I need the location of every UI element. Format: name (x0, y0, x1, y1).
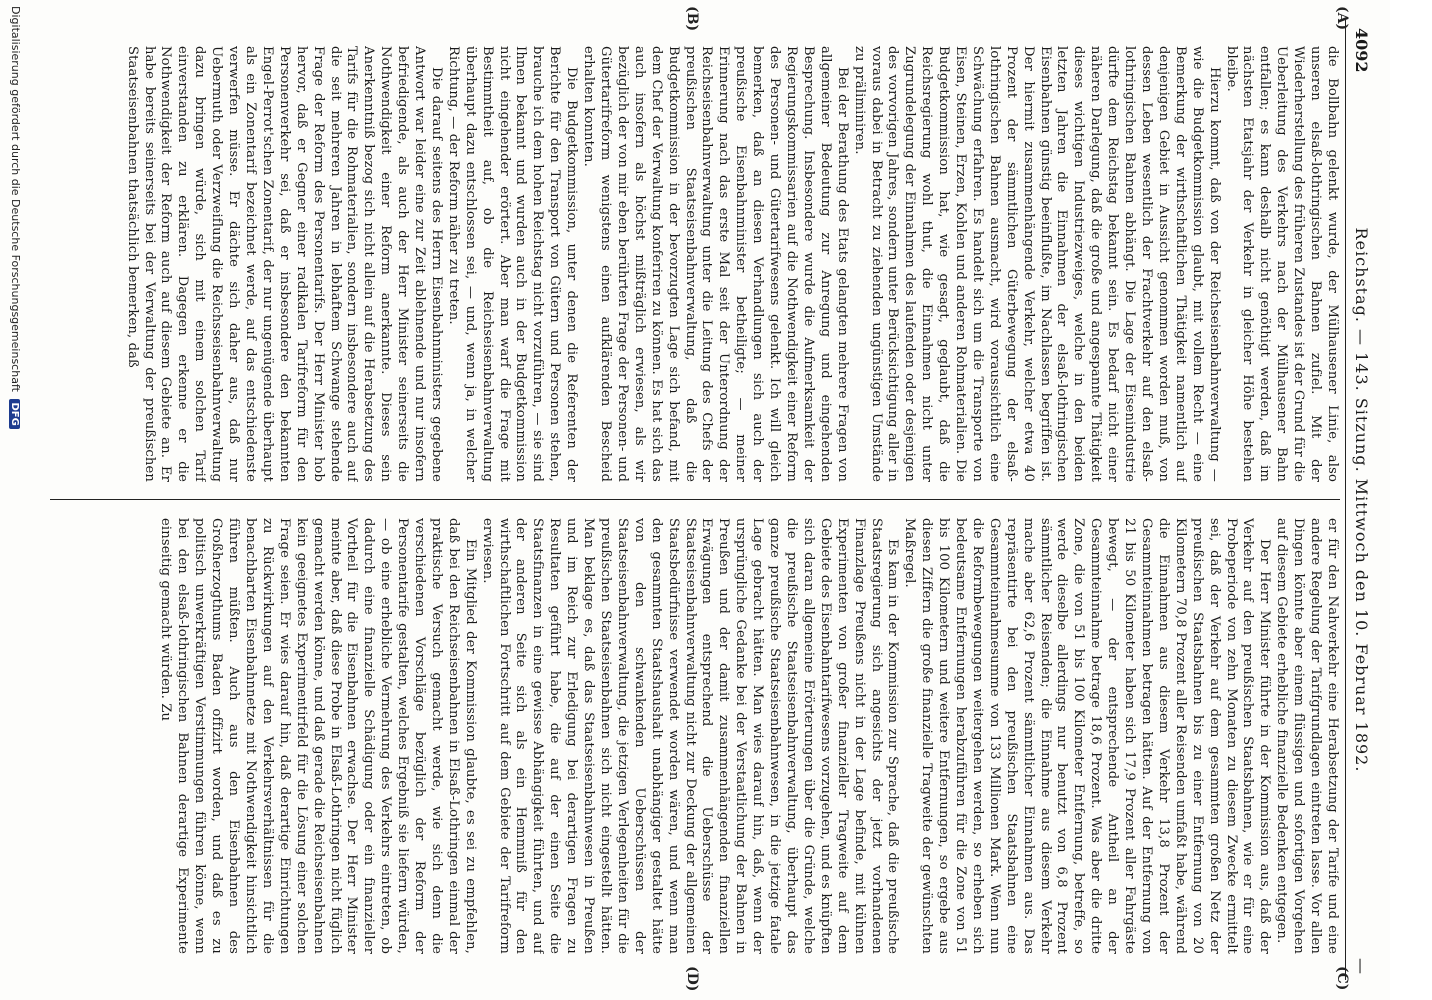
margin-mark-b: (B) (684, 6, 700, 32)
right-text-column (40, 518, 1340, 954)
header-dash: — (1352, 958, 1371, 974)
dfg-logo: DFG (9, 399, 20, 428)
left-text-column (40, 46, 1340, 482)
digitization-credit (9, 0, 22, 1000)
paragraph: Hierzu kommt, daß von der Reichseisenbahnverwaltung — wie die Budgetkommission glaubt, mit vollem Recht — eine Bemerkung der wirthschaftlichen Thätigkeit namentlich auf denjenigen Gebiet in Aussicht genommen worden muß, von dessen Leben wesentlich der Frachtverkehr auf den elsaß-lothringischen Bahnen abhängt. Die Lage der Eisenindustrie dürfte dem Reichstag bekannt sein. Es bedarf nicht einer näheren Darlegung, daß die große und angespannte Thätigkeit dieses wichtigen Industriezweiges, welche in den beiden letzten Jahren die Einnahmen der elsaß-lothringischen Eisenbahnen günstig beeinflußte, im Nachlassen begriffen ist. Der hiermit zusammenhängende Verkehr, welcher etwa 40 Prozent der sämmtlichen Güterbewegung der elsaß-lothringischen Bahnen ausmacht, wird voraussichtlich eine Schwächung erfahren. Es handelt sich um die Transporte von Eisen, Steinen, Erzen, Kohlen und anderen Rohmaterialien. Die Budgetkommission hat, wie gesagt, geglaubt, daß die Reichsregierung wohl thut, die Einnahmen nicht unter Zugrundelegung der Einnahmen des laufenden oder desjenigen des vorvorigen Jahres, sondern unter Berücksichtigung aller in voraus dabei in Betracht zu ziehenden ungünstigen Umstände zu präliminiren. (851, 46, 1222, 482)
column-divider (50, 499, 1340, 500)
paragraph: Die Budgetkommission, unter denen die Referenten der Berichte für den Transport von Gütern und Personen stehen, brauche ich dem hohen Reichstag nicht vorzuführen, — sie sind Ihnen bekannt und wurden auch in der Budgetkommission nicht eingehender erörtert. Aber man warf die Frage mit Bestimmtheit auf, ob die Reichseisenbahnverwaltung überhaupt dazu entschlossen sei, — und, wenn ja, in welcher Richtung, — der Reform näher zu treten. (445, 46, 580, 482)
page-header (1345, 20, 1376, 980)
margin-mark-d: (D) (684, 966, 700, 992)
paragraph: Die darauf seitens des Herrn Eisenbahnministers gegebene Antwort war leider eine zur Zeit ablehnende und nur insofern befriedigende, als auch der Herr Minister seinerseits die Nothwendigkeit einer Reform anerkannte. Dieses sein Anerkenntniß bezog sich nicht allein auf die Herabsetzung des Tarifs für die Rohmaterialien, sondern insbesondere auch auf die seit mehreren Jahren in lebhaftem Schwange stehende Frage der Reform des Personentarifs. Der Herr Minister hob hervor, daß er Gegner einer radikalen Tarifreform für den Personenverkehr sei, daß er insbesondere den bekannten Engel-Perrot'schen Zonentarif, der nur ungenügende überhaupt als ein Zonentarif bezeichnet werde, auf das entschiedenste verwerfen müsse. Er dächte sich daher aus, daß nur Uebermuth oder Verzweiflung die Reichsseisenbahnverwaltung dazu bringen würde, sich mit einem solchen Tarif einverstanden zu erklären. Dagegen erkenne er die Nothwendigkeit der Reform auch auf diesem Gebiete an. Er habe bereits seinerseits bei der Verwaltung der preußischen Staatseisenbahnen thatsächlich bemerken, daß (124, 46, 444, 482)
page-number: 4092 (1352, 28, 1371, 73)
paragraph: Ein Mitglied der Kommission glaubte, es sei zu empfehlen, daß bei den Reichseisenbahnen in Elsaß-Lothringen einmal der praktische Versuch gemacht werde, wie sich denn die verschiedenen Vorschläge bezüglich der Reform der Personentarife gestalten, welches Ergebniß sie liefern würden, — ob eine erhebliche Vermehrung des Verkehrs eintreten, ob dadurch eine finanzielle Schädigung oder ein finanzieller Vortheil für die Eisenbahnen erwachse. Der Herr Minister meinte aber, daß diese Probe in Elsaß-Lothringen nicht füglich gemacht werden könne, und daß gerade die Reichseisenbahnen kein geeignetes Experimentirfeld für die Lösung einer solchen Frage seien. Er wies darauf hin, daß derartige Einrichtungen zu Rückwirkungen auf den Verkehrsverhältnissen für die benachbarten Eisenbahnnetze mit Nothwendigkeit hinsichtlich führen müßten. Auch aus den Eisenbahnen des Großherzogthums Baden offizirt worden, und daß es zu politisch unwerkräftigen Verstimmungen führen könne, wenn bei den elsaß-lothringischen Bahnen derartige Experimente einseitig gemacht würden. Zu (158, 518, 478, 954)
paragraph: Bei der Berathung des Etats gelangten mehrere Fragen von allgemeiner Bedeutung zur Anregung und eingehenden Besprechung. Insbesondere wurde die Aufmerksamkeit der Regierungskommissarien auf die Nothwendigkeit einer Reform des Personen- und Gütertarifwesens gelenkt. Ich will gleich bemerken, daß an diesen Verhandlungen sich auch der preußische Eisenbahnminister betheiligte; — meiner Erinnerung nach das erste Mal seit der Unterordnung der Reichseisenbahnverwaltung unter die Leitung des Chefs der preußischen Staatseisenbahnverwaltung, daß die Budgetkommission in der bevorzugten Lage sich befand, mit dem Chef der Verwaltung konferiren zu können. Es hat sich das auch insofern als höchst mißträglich erwiesen, als wir bezüglich der von mir eben berührten Frage der Personen- und Gütertarifreform wenigstens einen aufklärenden Bescheid erhalten konnten. (581, 46, 850, 482)
credit-text: Digitalisierung gefördert durch die Deutsche Forschungsgemeinschaft (9, 6, 22, 392)
paragraph: Es kam in der Kommission zur Sprache, daß die preußische Staatsregierung sich angesichts der jetzt vorhandenen Finanzlage Preußens nicht in der Lage befinde, mit kühnen Experimenten von großer finanzieller Tragweite auf dem Gebiete des Eisenbahntarifwesens vorzugehen, und es knüpften sich daran allgemeine Erörterungen über die Gründe, welche die preußische Staatseisenbahnverwaltung, überhaupt das ganze preußische Staatseisenbahnwesen, in die jetzige fatale Lage gebracht hätten. Man wies darauf hin, daß, wenn der ursprüngliche Gedanke bei der Verstaatlichung der Bahnen in Preußen und der damit zusammenhängenden finanziellen Erwägungen entsprechend die Ueberschüsse der Staatseisenbahnverwaltung nicht zur Deckung der allgemeinen Staatsbedürfnisse verwendet worden wären, und wenn man den gesammten Staatshaushalt unabhängiger gestaltet hätte von den schwankenden Ueberschüssen der Staatseisenbahnverwaltung, die jetzigen Verlegenheiten für die preußischen Staatseisenbahnen sich nicht eingestellt hätten. Man beklage es, daß das Staatseisenbahnwesen in Preußen und im Reich zur Erledigung bei derartigen Fragen zu Resultaten geführt habe, die auf der einen Seite die Staatsfinanzen in eine gewisse Abhängigkeit führten, und auf der anderen Seite sich als ein Hemmniß für den wirthschaftlichen Fortschritt auf dem Gebiete der Tarifreform erwiesen. (479, 518, 901, 954)
running-title: Reichstag. — 143. Sitzung. Mittwoch den 10. Februar 1892. (1352, 227, 1371, 773)
margin-mark-c: (C) (1334, 966, 1350, 991)
margin-mark-a: (A) (1334, 6, 1350, 31)
paragraph: er für den Nahverkehr eine Herabsetzung der Tarife und eine andere Regelung der Tarifgrundlagen eintreten lasse. Vor allen Dingen könnte aber einem flüssigen und sofortigen Vorgehen auf diesem Gebiete erhebliche finanzielle Bedenken entgegen. (1274, 518, 1340, 954)
paragraph: die Bollbahn gelenkt wurde, der Mülhausener Linie, also unseren elsaß-lothringischen Bahnen zufiel. Mit der Wiederherstellung des früheren Zustandes ist der Grund für die Ueberleitung des Verkehrs nach der Mülhausener Bahn entfallen; es kann deshalb nicht genöthigt werden, daß im nächsten Etatsjahr der Verkehr in gleicher Höhe bestehen bleibe. (1223, 46, 1340, 482)
paragraph: Der Herr Minister führte in der Kommission aus, daß der Verkehr auf den preußischen Staatsbahnen, wie er für eine Probeperiode von zehn Monaten zu diesem Zwecke ermittelt sei, daß der Verkehr auf dem gesammten großen Netz der preußischen Staatsbahnen bis zu einer Entfernung von 20 Kilometern 70,8 Prozent aller Reisenden umfaßt habe, während die Einnahmen aus diesem Verkehr 13,8 Prozent der Gesammteinnahmen betragen hätten. Auf der Entfernung von 21 bis 50 Kilometer haben sich 17,9 Prozent aller Fahrgäste bewegt, — der entsprechende Antheil an der Gesammteinnahme betrage 18,6 Prozent. Was aber die dritte Zone, die von 51 bis 100 Kilometer Entfernung, betreffe, so werde dieselbe allerdings nur benutzt von 6,8 Prozent sämmtlicher Reisenden; die Einnahme aus diesem Verkehr mache aber 62,6 Prozent sämmtlicher Einnahmen aus. Das repräsentirte bei den preußischen Staatsbahnen eine Gesammteinnahmesumme von 133 Millionen Mark. Wenn nun die Reformbewegungen weitergehen werden, so erheben sich bedeutsame Entfernungen herabzuführen für die Zone von 51 bis 100 Kilometern und weitere Entfernungen, so ergebe aus diesen Ziffern die große finanzielle Tragweite der gewünschten Maßregel. (902, 518, 1273, 954)
